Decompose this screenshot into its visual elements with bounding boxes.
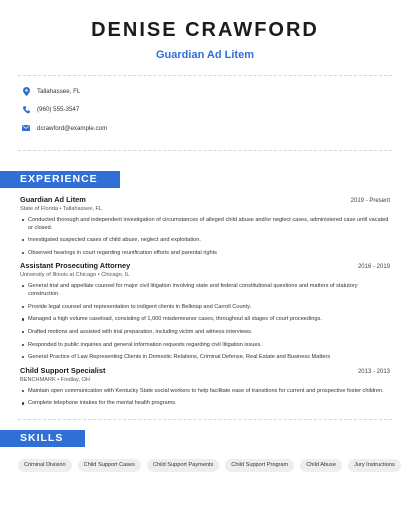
experience-section — [0, 169, 410, 408]
skill-pill: Criminal Division — [18, 459, 72, 472]
skill-pill: Child Support Program — [225, 459, 294, 472]
phone-icon — [22, 105, 30, 114]
divider — [18, 150, 392, 151]
phone-text: (960) 555-3547 — [37, 106, 80, 113]
job-bullet: Maintain open communication with Kentucky State social workers to help facilitate ease of transitions for current and prospective foster children. — [22, 387, 390, 395]
job-bullet: General trial and appellate counsel for major civil litigation involving state and federal constitutional questions and matters of statutory construction. — [22, 282, 390, 298]
job-title: Assistant Prosecuting Attorney — [20, 261, 131, 271]
email-text[interactable]: dcrawford@example.com — [37, 124, 108, 132]
job-bullet: Investigated suspected cases of child abuse, neglect and exploitation. — [22, 236, 390, 244]
resume-header — [0, 0, 410, 61]
contact-list — [0, 76, 410, 137]
job-bullet: Provide legal counsel and representation to indigent clients in Belknap and Carroll County. — [22, 303, 390, 311]
divider — [18, 419, 392, 420]
job-entry — [20, 366, 390, 408]
job-bullet: Drafted motions and assisted with trial preparation, including victim and witness interviews. — [22, 328, 390, 336]
job-organization: University of Illinois at Chicago • Chicago, IL — [20, 272, 130, 279]
job-entry — [20, 261, 390, 361]
job-bullet: Conducted thorough and independent investigation of circumstances of alleged child abuse and/or neglect cases, administered case until vacated or closed. — [22, 216, 390, 232]
job-title: Child Support Specialist — [20, 365, 106, 375]
skills-heading: SKILLS — [0, 430, 85, 447]
job-bullet: Observed hearings in court regarding reunification efforts and parental rights — [22, 249, 390, 257]
skill-pill: Child Abuse — [300, 459, 342, 472]
skills-list — [0, 459, 410, 472]
skill-pill: Child Support Cases — [78, 459, 141, 472]
map-pin-icon — [22, 87, 30, 96]
job-bullet: Complete telephone intakes for the mental health programs. — [22, 399, 390, 407]
contact-location — [22, 82, 410, 100]
job-organization: State of Florida • Tallahassee, FL — [20, 205, 103, 212]
job-bullet: Responded to public inquiries and general information requests regarding civil litigation issues. — [22, 341, 390, 349]
job-dates: 2013 - 2013 — [357, 368, 390, 375]
skill-pill: Jury Instructions — [348, 459, 401, 472]
candidate-name: DENISE CRAWFORD — [91, 19, 319, 41]
location-text: Tallahassee, FL — [37, 87, 81, 95]
job-entry — [20, 195, 390, 257]
contact-email — [22, 119, 410, 137]
job-bullet: Managed a high volume caseload, consisting of 1,000 misdemeanor cases, throughout all stages of court proceedings. — [22, 315, 390, 323]
job-bullet: General Practice of Law Representing Clients in Domestic Relations, Criminal Defense, Real Estate and Business Matters — [22, 353, 390, 361]
skills-section — [0, 428, 410, 472]
job-dates: 2016 - 2019 — [357, 264, 390, 271]
candidate-role: Guardian Ad Litem — [156, 49, 254, 61]
experience-heading: EXPERIENCE — [0, 171, 120, 188]
job-title: Guardian Ad Litem — [20, 194, 86, 204]
job-organization: BENCHMARK • Findlay, OH — [20, 376, 90, 383]
skill-pill: Child Support Payments — [147, 459, 219, 472]
job-dates: 2019 - Present — [350, 197, 390, 204]
contact-phone — [22, 101, 410, 119]
email-icon — [22, 124, 30, 133]
